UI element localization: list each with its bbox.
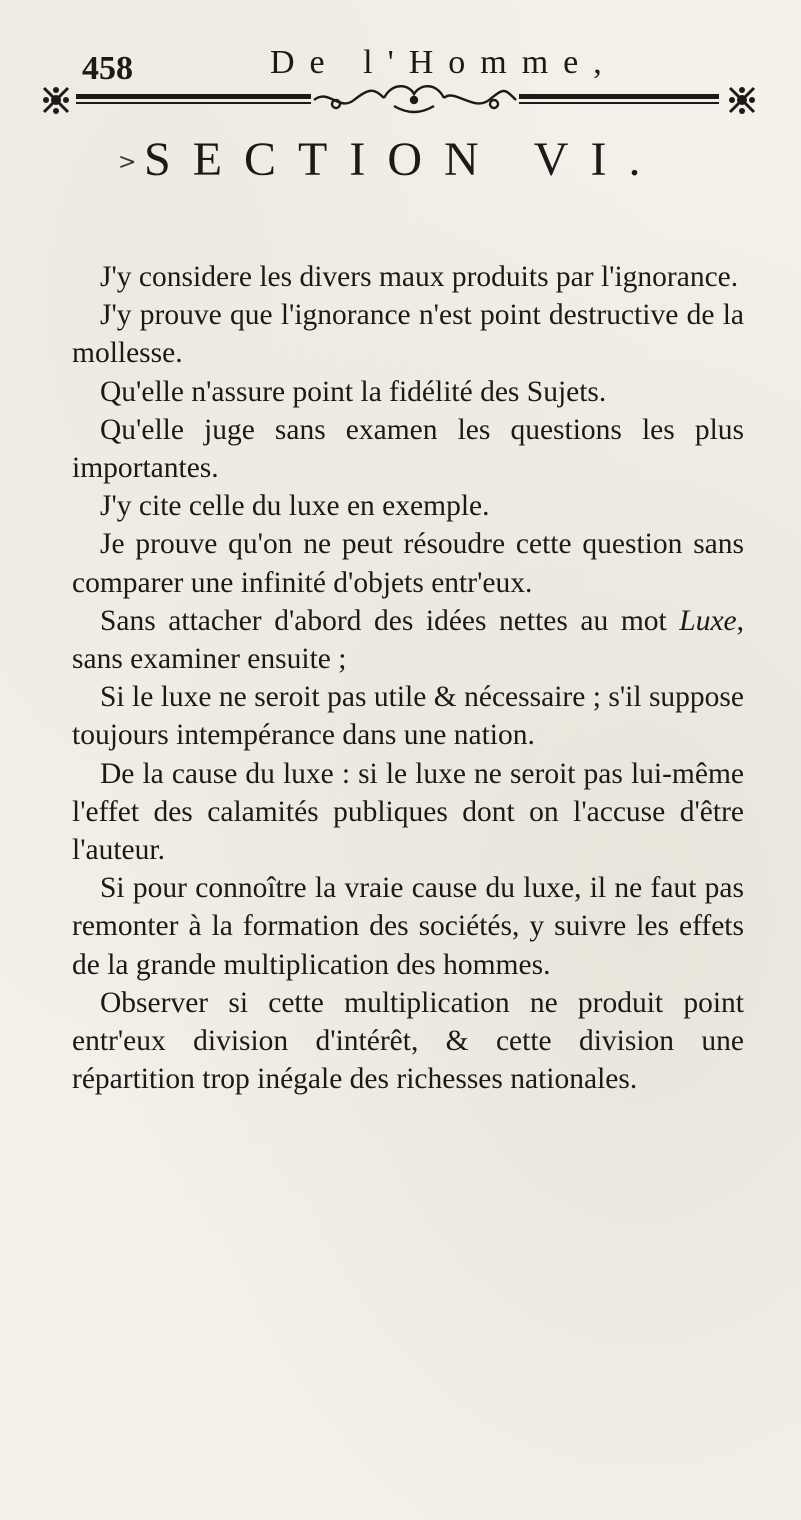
entry-text: Observer si cette multiplication ne produit point entr'eux division d'intérêt, & cette division une répartition trop inégale des richesses nationales.: [72, 986, 744, 1096]
summary-entry: [72, 487, 744, 525]
summary-entry: [72, 678, 744, 754]
left-rule: [76, 94, 311, 104]
section-heading: SECTION VI.: [144, 133, 663, 186]
entry-text: Je prouve qu'on ne peut résoudre cette question sans comparer une infinité d'objets entr'eux.: [72, 528, 744, 599]
central-scroll: [314, 86, 516, 112]
entry-italic-term: Luxe: [679, 604, 737, 637]
page-number: 458: [82, 50, 133, 87]
summary-entry: [72, 984, 744, 1099]
headpiece-ornament: [34, 78, 764, 122]
entry-text-continued: , sans examiner ensuite ;: [72, 604, 744, 676]
running-head: [40, 22, 640, 87]
running-head-title: De l'Homme,: [270, 44, 617, 81]
summary-entry: [72, 602, 744, 678]
entry-text: Qu'elle juge sans examen les questions les plus importantes.: [72, 413, 744, 485]
entry-text: De la cause du luxe : si le luxe ne seroit pas lui-même l'effet des calamités publiques dont on l'accuse d'être l'auteur.: [72, 757, 744, 867]
summary-entry: [72, 258, 744, 296]
summary-entry: [72, 296, 744, 372]
summary-text: [72, 258, 744, 1098]
summary-entry: [72, 525, 744, 601]
summary-entry: [72, 411, 744, 487]
entry-text: Sans attacher d'abord des idées nettes au mot: [100, 604, 680, 637]
entry-text: Si le luxe ne seroit pas utile & nécessaire ; s'il suppose toujours intempérance dans une nation.: [72, 681, 744, 752]
entry-text: J'y considere les divers maux produits par l'ignorance.: [100, 261, 739, 293]
entry-text: J'y cite celle du luxe en exemple.: [100, 490, 490, 523]
right-rule: [519, 94, 719, 104]
stray-mark: >: [118, 150, 137, 175]
left-fleuron: [43, 87, 69, 114]
summary-entry: [72, 373, 744, 411]
entry-text: Qu'elle n'assure point la fidélité des Sujets.: [100, 375, 607, 408]
right-fleuron: [729, 87, 755, 114]
summary-entry: [72, 755, 744, 870]
entry-text: Si pour connoître la vraie cause du luxe, il ne faut pas remonter à la formation des sociétés, y suivre les effets de la grande multiplication des hommes.: [72, 872, 744, 981]
entry-text: J'y prouve que l'ignorance n'est point destructive de la mollesse.: [72, 299, 744, 370]
summary-entry: [72, 869, 744, 984]
